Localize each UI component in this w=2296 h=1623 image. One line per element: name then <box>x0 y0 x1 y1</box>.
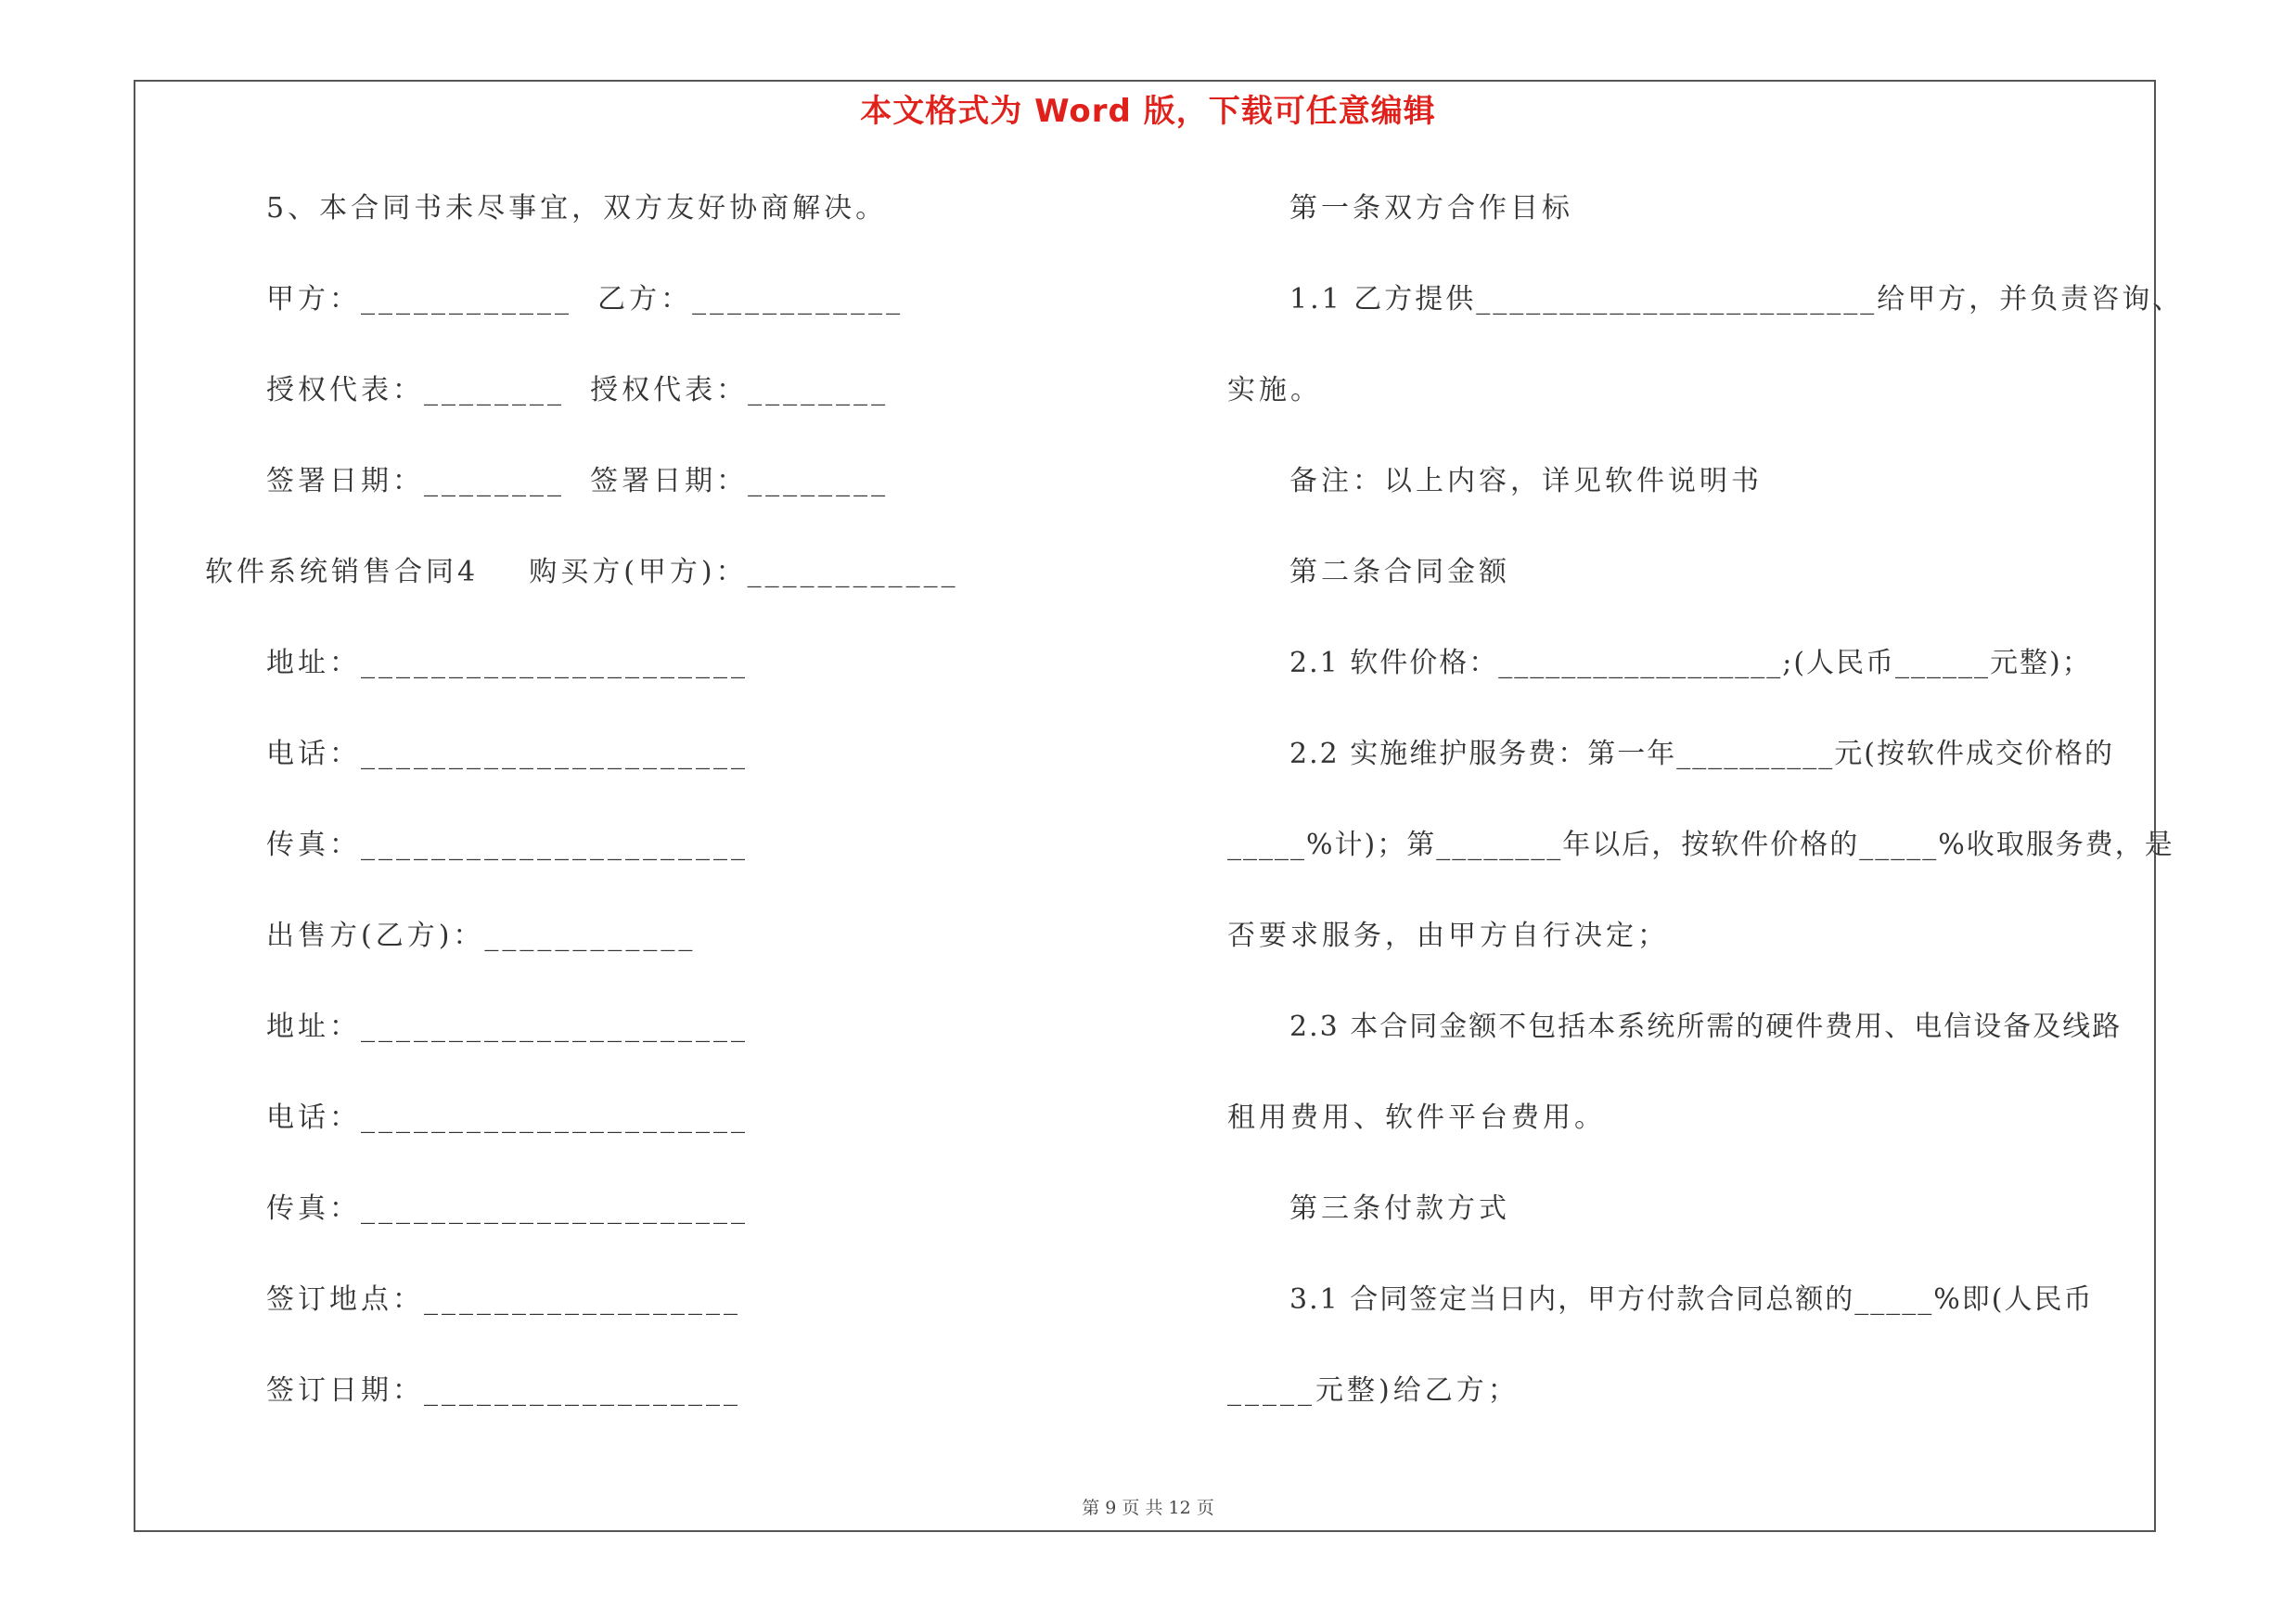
clause-2-3-text: 2.3 本合同金额不包括本系统所需的硬件费用、电信设备及线路 <box>1289 1011 2123 1043</box>
page-number: 第 9 页 共 12 页 <box>1082 1498 1214 1518</box>
seller-phone-line: 电话：______________________ <box>266 1101 749 1134</box>
seller-address-line: 地址：______________________ <box>266 1011 749 1043</box>
clause-3-1-text: 3.1 合同签定当日内，甲方付款合同总额的_____%即(人民币 <box>1289 1283 2094 1316</box>
signing-date-line: 签署日期：________ 签署日期：________ <box>266 465 890 497</box>
clause-2-2-text: 2.2 实施维护服务费：第一年__________元(按软件成交价格的 <box>1289 738 2114 770</box>
clause-2-2-end: 否要求服务，由甲方自行决定； <box>1227 920 1669 952</box>
clause-1-1-continued: 实施。 <box>1227 374 1322 406</box>
seller-line: 出售方(乙方)：____________ <box>266 920 697 952</box>
authorized-rep-line: 授权代表：________ 授权代表：________ <box>266 374 890 406</box>
article-3-heading: 第三条付款方式 <box>1289 1192 1510 1225</box>
signing-date-final-line: 签订日期：__________________ <box>266 1374 741 1407</box>
buyer-fax-line: 传真：______________________ <box>266 829 749 861</box>
edit-notice-banner: 本文格式为 Word 版，下载可任意编辑 <box>860 93 1436 130</box>
party-a-b-line: 甲方：____________ 乙方：____________ <box>266 283 904 316</box>
remark-text: 备注：以上内容，详见软件说明书 <box>1289 465 1763 497</box>
clause-5-text: 5、本合同书未尽事宜，双方友好协商解决。 <box>266 192 888 225</box>
seller-fax-line: 传真：______________________ <box>266 1192 749 1225</box>
clause-2-2-continued: _____%计)；第________年以后，按软件价格的_____%收取服务费，是 <box>1227 829 2174 861</box>
article-2-heading: 第二条合同金额 <box>1289 556 1510 588</box>
clause-2-1-text: 2.1 软件价格：__________________;(人民币______元整)； <box>1289 647 2092 679</box>
signing-place-line: 签订地点：__________________ <box>266 1283 741 1316</box>
clause-3-1-continued: _____元整)给乙方； <box>1227 1374 1520 1407</box>
clause-2-3-continued: 租用费用、软件平台费用。 <box>1227 1101 1606 1134</box>
buyer-address-line: 地址：______________________ <box>266 647 749 679</box>
contract-title-buyer-line: 软件系统销售合同4 购买方(甲方)：____________ <box>205 556 959 588</box>
buyer-phone-line: 电话：______________________ <box>266 738 749 770</box>
article-1-heading: 第一条双方合作目标 <box>1289 192 1573 225</box>
clause-1-1-text: 1.1 乙方提供________________________给甲方，并负责咨询、 <box>1289 283 2184 316</box>
